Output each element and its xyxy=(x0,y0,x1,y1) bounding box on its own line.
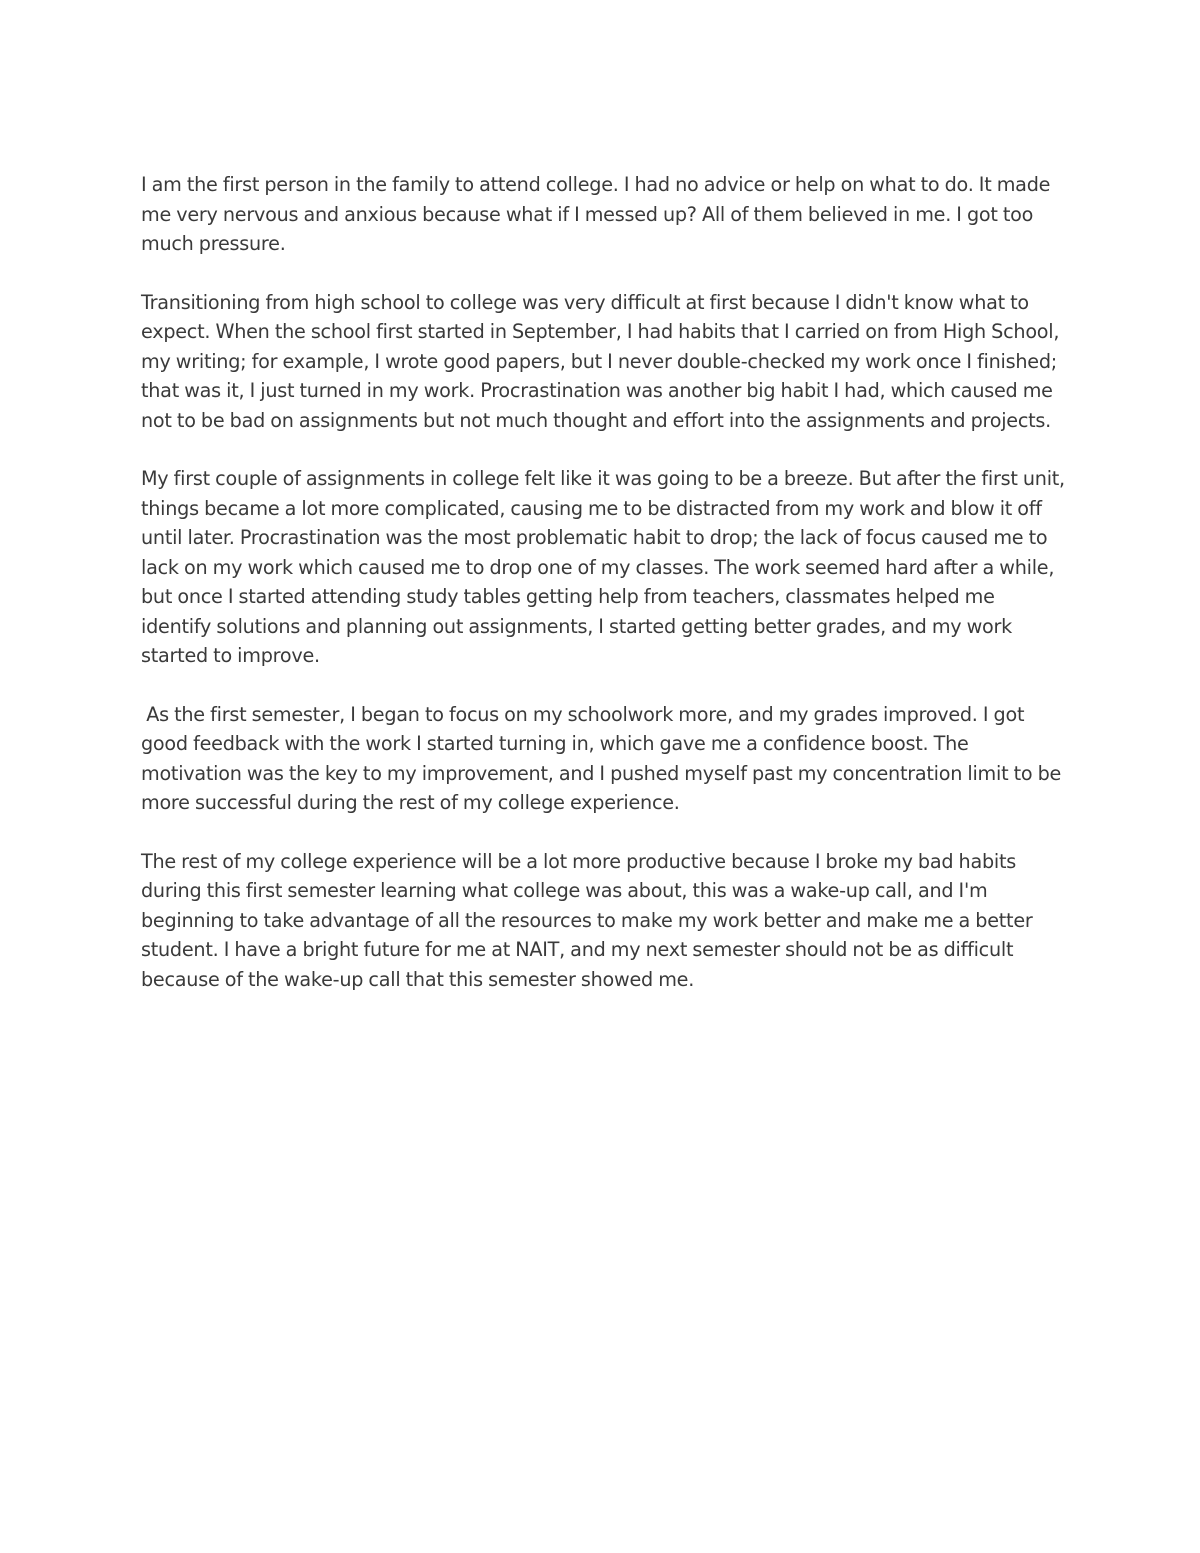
document-body xyxy=(141,170,1066,1023)
paragraph-2: Transitioning from high school to college was very difficult at first because I didn't know what to expect. When the school first started in September, I had habits that I carried on from High School, my writing; for example, I wrote good papers, but I never double-checked my work once I finished; that was it, I just turned in my work. Procrastination was another big habit I had, which caused me not to be bad on assignments but not much thought and effort into the assignments and projects. xyxy=(141,290,1060,432)
paragraph-4: As the first semester, I began to focus on my schoolwork more, and my grades improved. I got good feedback with the work I started turning in, which gave me a confidence boost. The motivation was the key to my improvement, and I pushed myself past my concentration limit to be more successful during the rest of my college experience. xyxy=(141,702,1067,814)
paragraph-5: The rest of my college experience will be a lot more productive because I broke my bad habits during this first semester learning what college was about, this was a wake-up call, and I'm beginning to take advantage of all the resources to make my work better and make me a better student. I have a bright future for me at NAIT, and my next semester should not be as difficult because of the wake-up call that this semester showed me. xyxy=(141,849,1033,991)
paragraph-1: I am the first person in the family to attend college. I had no advice or help on what to do. It made me very nervous and anxious because what if I messed up? All of them believed in me. I got too much pressure. xyxy=(141,173,1051,255)
paragraph-3: My first couple of assignments in college felt like it was going to be a breeze. But after the first unit, things became a lot more complicated, causing me to be distracted from my work and blow it off until later. Procrastination was the most problematic habit to drop; the lack of focus caused me to lack on my work which caused me to drop one of my classes. The work seemed hard after a while, but once I started attending study tables getting help from teachers, classmates helped me identify solutions and planning out assignments, I started getting better grades, and my work started to improve. xyxy=(141,467,1065,667)
